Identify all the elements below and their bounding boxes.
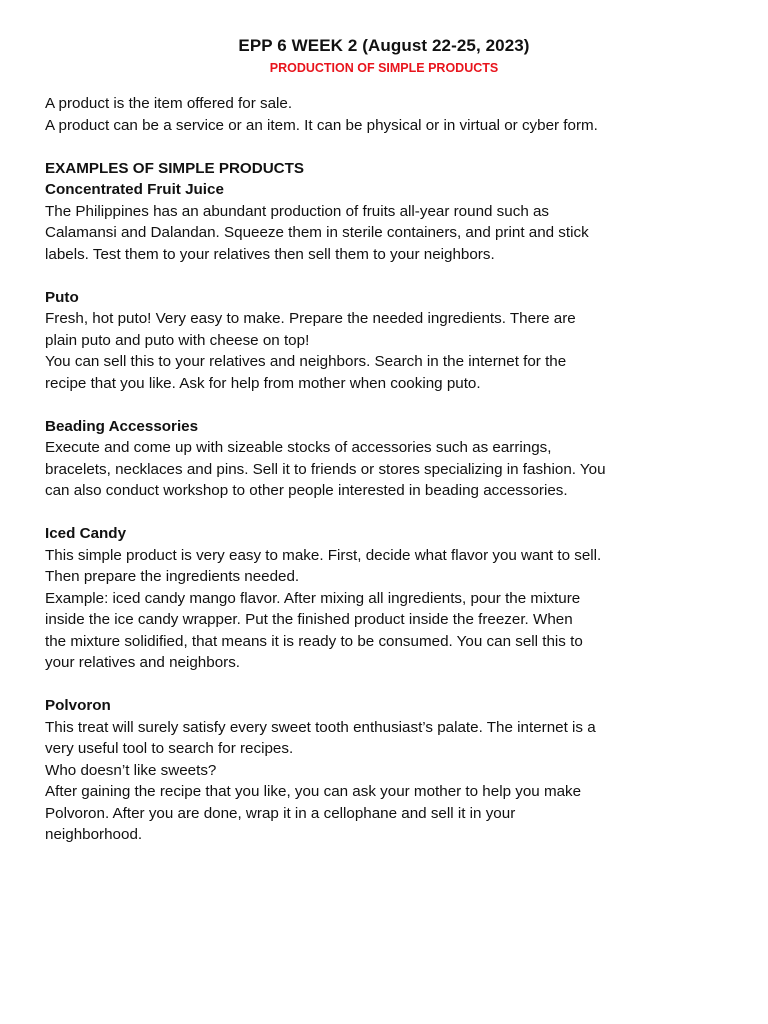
intro-line: A product can be a service or an item. It can be physical or in virtual or cyber form. — [45, 116, 598, 134]
document-body — [45, 93, 735, 846]
intro-line: A product is the item offered for sale. — [45, 95, 293, 112]
document-title: EPP 6 WEEK 2 (August 22-25, 2023) — [238, 36, 530, 55]
section-line: Execute and come up with sizeable stocks of accessories such as earrings, — [45, 439, 552, 456]
section-heading-beading-accessories: Beading Accessories — [45, 417, 199, 435]
section-line: After gaining the recipe that you like, you can ask your mother to help you make — [45, 783, 582, 800]
examples-heading: EXAMPLES OF SIMPLE PRODUCTS — [45, 159, 305, 177]
section-line: inside the ice candy wrapper. Put the finished product inside the freezer. When — [45, 611, 573, 628]
paragraph-gap — [45, 136, 735, 158]
section-line: your relatives and neighbors. — [45, 654, 241, 671]
paragraph-gap — [45, 394, 735, 416]
section-line: The Philippines has an abundant production of fruits all-year round such as — [45, 202, 550, 220]
section-line: recipe that you like. Ask for help from mother when cooking puto. — [45, 374, 481, 392]
section-heading-polvoron: Polvoron — [45, 697, 111, 714]
paragraph-gap — [45, 674, 735, 696]
document-subtitle: PRODUCTION OF SIMPLE PRODUCTS — [269, 61, 499, 75]
section-line: This simple product is very easy to make. First, decide what flavor you want to sell. — [45, 546, 602, 564]
section-line: bracelets, necklaces and pins. Sell it to friends or stores specializing in fashion. You — [45, 460, 606, 478]
section-line: can also conduct workshop to other people interested in beading accessories. — [45, 482, 568, 499]
section-line: the mixture solidified, that means it is ready to be consumed. You can sell this to — [45, 632, 583, 650]
section-heading-fruit-juice: Concentrated Fruit Juice — [45, 181, 224, 198]
paragraph-gap — [45, 265, 735, 287]
section-line: Fresh, hot puto! Very easy to make. Prepare the needed ingredients. There are — [45, 310, 576, 327]
section-heading-puto: Puto — [45, 288, 79, 306]
section-line: This treat will surely satisfy every sweet tooth enthusiast’s palate. The internet is a — [45, 718, 596, 736]
section-line: Who doesn’t like sweets? — [45, 761, 217, 779]
section-line: Example: iced candy mango flavor. After mixing all ingredients, pour the mixture — [45, 589, 581, 607]
section-line: labels. Test them to your relatives then sell them to your neighbors. — [45, 245, 495, 263]
section-line: plain puto and puto with cheese on top! — [45, 331, 310, 349]
section-line: Then prepare the ingredients needed. — [45, 568, 300, 585]
section-line: Polvoron. After you are done, wrap it in a cellophane and sell it in your — [45, 804, 516, 822]
section-heading-iced-candy: Iced Candy — [45, 525, 127, 542]
section-line: very useful tool to search for recipes. — [45, 740, 294, 757]
section-line: You can sell this to your relatives and neighbors. Search in the internet for the — [45, 353, 567, 370]
paragraph-gap — [45, 502, 735, 524]
section-line: neighborhood. — [45, 826, 143, 843]
section-line: Calamansi and Dalandan. Squeeze them in sterile containers, and print and stick — [45, 224, 589, 241]
